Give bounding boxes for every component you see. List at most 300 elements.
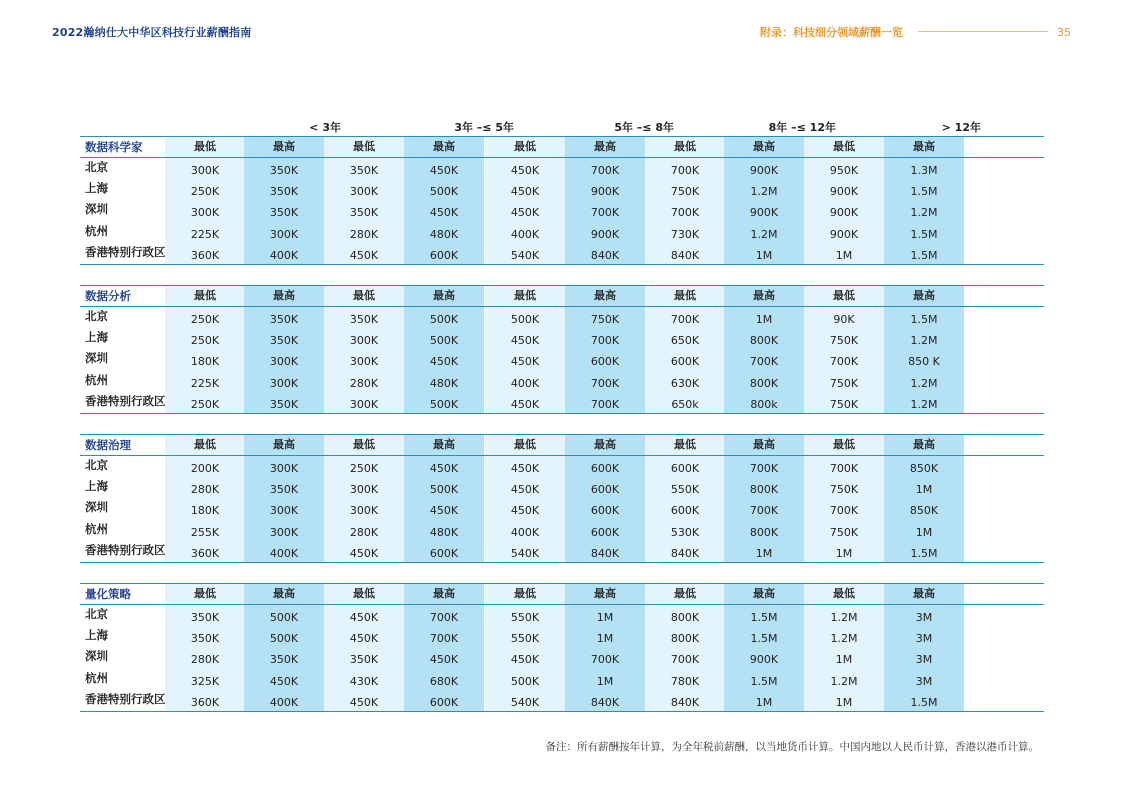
city-label: 北京 [85, 458, 108, 472]
table-header-row [80, 136, 1044, 158]
min-salary-cell: 450K [485, 349, 565, 370]
city-label: 杭州 [85, 372, 108, 387]
min-salary-cell: 225K [165, 222, 245, 243]
min-salary-cell: 450K [324, 605, 404, 626]
min-salary-cell: 300K [165, 158, 245, 179]
guide-title: 2022瀚纳仕大中华区科技行业薪酬指南 [52, 26, 252, 39]
min-salary-cell: 325K [165, 669, 245, 690]
min-salary-cell: 950K [804, 158, 884, 179]
min-salary-cell: 700K [804, 349, 884, 370]
max-salary-cell: 600K [565, 520, 645, 541]
max-salary-cell: 600K [565, 349, 645, 370]
min-salary-cell: 780K [645, 669, 725, 690]
max-salary-cell: 1.2M [884, 200, 964, 221]
min-column-header: 最低 [804, 584, 884, 604]
max-salary-cell: 900K [724, 200, 804, 221]
min-column-header: 最低 [324, 137, 404, 157]
max-column-header: 最高 [884, 137, 964, 157]
min-column-header: 最低 [485, 435, 565, 455]
min-salary-cell: 600K [645, 456, 725, 477]
min-column-header: 最低 [804, 137, 884, 157]
min-salary-cell: 650k [645, 392, 725, 413]
max-salary-cell: 500K [404, 477, 484, 498]
city-label: 上海 [85, 181, 108, 196]
max-salary-cell: 1.5M [724, 626, 804, 647]
city-label: 上海 [85, 628, 108, 643]
min-salary-cell: 1.2M [804, 626, 884, 647]
max-column-header: 最高 [724, 286, 804, 306]
range-label: 5年 –≤ 8年 [614, 121, 674, 134]
max-salary-cell: 700K [565, 371, 645, 392]
min-column-header: 最低 [324, 435, 404, 455]
table-row [80, 392, 1044, 413]
max-column-header: 最高 [565, 584, 645, 604]
min-salary-cell: 800K [645, 605, 725, 626]
min-salary-cell: 540K [485, 243, 565, 264]
category-title: 数据分析 [85, 289, 131, 303]
min-salary-cell: 400K [485, 520, 565, 541]
max-salary-cell: 850K [884, 456, 964, 477]
min-salary-cell: 450K [485, 158, 565, 179]
min-salary-cell: 750K [804, 392, 884, 413]
min-salary-cell: 450K [324, 243, 404, 264]
max-salary-cell: 480K [404, 222, 484, 243]
max-salary-cell: 480K [404, 371, 484, 392]
city-label: 香港特别行政区 [85, 393, 166, 408]
max-salary-cell: 850K [884, 498, 964, 519]
max-salary-cell: 500K [404, 179, 484, 200]
min-salary-cell: 180K [165, 349, 245, 370]
min-salary-cell: 250K [165, 179, 245, 200]
max-salary-cell: 900K [724, 158, 804, 179]
max-salary-cell: 700K [565, 200, 645, 221]
max-salary-cell: 1M [724, 690, 804, 711]
min-salary-cell: 450K [324, 626, 404, 647]
min-salary-cell: 450K [485, 328, 565, 349]
max-salary-cell: 300K [244, 520, 324, 541]
max-salary-cell: 3M [884, 605, 964, 626]
max-salary-cell: 1.2M [884, 371, 964, 392]
min-salary-cell: 280K [165, 477, 245, 498]
min-salary-cell: 550K [485, 626, 565, 647]
min-salary-cell: 450K [485, 200, 565, 221]
category-title: 数据科学家 [85, 140, 143, 154]
city-label: 北京 [85, 607, 108, 621]
max-salary-cell: 350K [244, 392, 324, 413]
min-salary-cell: 630K [645, 371, 725, 392]
range-label: < 3年 [309, 121, 341, 134]
max-salary-cell: 800K [724, 520, 804, 541]
max-salary-cell: 1M [724, 307, 804, 328]
min-salary-cell: 400K [485, 222, 565, 243]
salary-table [80, 136, 1044, 265]
table-row [80, 200, 1044, 221]
min-column-header: 最低 [645, 137, 725, 157]
min-salary-cell: 1M [804, 541, 884, 562]
max-salary-cell: 500K [404, 307, 484, 328]
max-salary-cell: 850 K [884, 349, 964, 370]
min-column-header: 最低 [645, 435, 725, 455]
max-salary-cell: 400K [244, 243, 324, 264]
max-salary-cell: 600K [404, 690, 484, 711]
min-salary-cell: 900K [804, 179, 884, 200]
max-salary-cell: 700K [565, 392, 645, 413]
max-salary-cell: 800k [724, 392, 804, 413]
min-salary-cell: 600K [645, 349, 725, 370]
city-label: 杭州 [85, 521, 108, 536]
max-salary-cell: 450K [404, 200, 484, 221]
max-salary-cell: 450K [404, 498, 484, 519]
min-salary-cell: 90K [804, 307, 884, 328]
min-column-header: 最低 [165, 137, 245, 157]
city-label: 上海 [85, 330, 108, 345]
max-salary-cell: 1.5M [724, 605, 804, 626]
range-label: 3年 –≤ 5年 [454, 121, 514, 134]
min-salary-cell: 700K [804, 456, 884, 477]
min-salary-cell: 450K [485, 179, 565, 200]
min-column-header: 最低 [324, 584, 404, 604]
header-rule [918, 31, 1048, 32]
city-label: 深圳 [85, 500, 108, 515]
min-salary-cell: 280K [165, 647, 245, 668]
max-salary-cell: 1.5M [724, 669, 804, 690]
max-salary-cell: 350K [244, 158, 324, 179]
min-salary-cell: 450K [485, 498, 565, 519]
min-salary-cell: 300K [324, 179, 404, 200]
min-salary-cell: 360K [165, 243, 245, 264]
max-column-header: 最高 [884, 286, 964, 306]
city-label: 深圳 [85, 649, 108, 664]
min-salary-cell: 840K [645, 690, 725, 711]
city-label: 香港特别行政区 [85, 691, 166, 706]
max-column-header: 最高 [884, 435, 964, 455]
table-row [80, 647, 1044, 668]
min-salary-cell: 650K [645, 328, 725, 349]
min-salary-cell: 800K [645, 626, 725, 647]
min-salary-cell: 700K [645, 158, 725, 179]
city-label: 杭州 [85, 670, 108, 685]
min-salary-cell: 900K [804, 200, 884, 221]
min-salary-cell: 300K [324, 349, 404, 370]
table-row [80, 328, 1044, 349]
max-salary-cell: 1.2M [884, 392, 964, 413]
max-salary-cell: 500K [404, 392, 484, 413]
max-salary-cell: 300K [244, 498, 324, 519]
max-salary-cell: 450K [404, 647, 484, 668]
table-header-row [80, 434, 1044, 456]
max-salary-cell: 500K [404, 328, 484, 349]
min-salary-cell: 750K [645, 179, 725, 200]
min-salary-cell: 500K [485, 307, 565, 328]
max-salary-cell: 1.5M [884, 179, 964, 200]
table-row [80, 222, 1044, 243]
min-salary-cell: 540K [485, 690, 565, 711]
max-salary-cell: 450K [404, 349, 484, 370]
min-salary-cell: 750K [804, 520, 884, 541]
min-salary-cell: 250K [165, 392, 245, 413]
min-salary-cell: 750K [804, 371, 884, 392]
table-bottom-rule [80, 264, 1044, 265]
city-label: 深圳 [85, 351, 108, 366]
min-salary-cell: 540K [485, 541, 565, 562]
max-salary-cell: 600K [404, 541, 484, 562]
min-salary-cell: 700K [804, 498, 884, 519]
min-salary-cell: 300K [324, 392, 404, 413]
table-row [80, 690, 1044, 711]
min-salary-cell: 530K [645, 520, 725, 541]
min-column-header: 最低 [324, 286, 404, 306]
min-salary-cell: 300K [324, 498, 404, 519]
max-salary-cell: 840K [565, 690, 645, 711]
table-row [80, 520, 1044, 541]
range-label: > 12年 [941, 121, 981, 134]
max-column-header: 最高 [404, 435, 484, 455]
min-salary-cell: 700K [645, 647, 725, 668]
table-bottom-rule [80, 711, 1044, 712]
max-salary-cell: 1.5M [884, 307, 964, 328]
max-salary-cell: 400K [244, 541, 324, 562]
max-salary-cell: 700K [724, 456, 804, 477]
city-label: 北京 [85, 309, 108, 323]
max-salary-cell: 300K [244, 371, 324, 392]
min-salary-cell: 350K [324, 200, 404, 221]
table-row [80, 349, 1044, 370]
max-salary-cell: 400K [244, 690, 324, 711]
max-salary-cell: 700K [565, 158, 645, 179]
min-salary-cell: 730K [645, 222, 725, 243]
experience-range-header [80, 119, 1044, 135]
min-salary-cell: 450K [485, 477, 565, 498]
max-salary-cell: 800K [724, 477, 804, 498]
city-label: 香港特别行政区 [85, 542, 166, 557]
max-salary-cell: 800K [724, 328, 804, 349]
max-salary-cell: 350K [244, 328, 324, 349]
min-column-header: 最低 [485, 584, 565, 604]
max-salary-cell: 800K [724, 371, 804, 392]
min-salary-cell: 450K [485, 647, 565, 668]
page-number: 35 [1057, 26, 1071, 39]
max-salary-cell: 700K [565, 647, 645, 668]
min-salary-cell: 1.2M [804, 669, 884, 690]
footnote: 备注：所有薪酬按年计算，为全年税前薪酬，以当地货币计算。中国内地以人民币计算，香港以港币计算。 [545, 741, 1039, 753]
min-salary-cell: 840K [645, 243, 725, 264]
max-salary-cell: 1.5M [884, 243, 964, 264]
table-row [80, 498, 1044, 519]
max-column-header: 最高 [565, 435, 645, 455]
min-salary-cell: 255K [165, 520, 245, 541]
table-row [80, 456, 1044, 477]
max-salary-cell: 350K [244, 647, 324, 668]
max-salary-cell: 700K [565, 328, 645, 349]
min-column-header: 最低 [645, 286, 725, 306]
table-row [80, 243, 1044, 264]
min-salary-cell: 280K [324, 222, 404, 243]
range-label: 8年 –≤ 12年 [768, 121, 836, 134]
min-salary-cell: 250K [324, 456, 404, 477]
max-column-header: 最高 [244, 286, 324, 306]
min-salary-cell: 700K [645, 200, 725, 221]
table-row [80, 477, 1044, 498]
city-label: 北京 [85, 160, 108, 174]
min-salary-cell: 450K [485, 456, 565, 477]
salary-table [80, 434, 1044, 563]
table-bottom-rule [80, 562, 1044, 563]
section-title: 附录：科技细分领域薪酬一览 [760, 26, 903, 39]
max-salary-cell: 1M [565, 669, 645, 690]
min-salary-cell: 1.2M [804, 605, 884, 626]
min-salary-cell: 280K [324, 371, 404, 392]
max-salary-cell: 700K [404, 605, 484, 626]
min-salary-cell: 900K [804, 222, 884, 243]
max-salary-cell: 840K [565, 243, 645, 264]
max-salary-cell: 300K [244, 222, 324, 243]
max-salary-cell: 450K [404, 158, 484, 179]
max-salary-cell: 1M [565, 626, 645, 647]
salary-table [80, 583, 1044, 712]
min-salary-cell: 225K [165, 371, 245, 392]
table-row [80, 307, 1044, 328]
max-salary-cell: 1.5M [884, 541, 964, 562]
min-salary-cell: 450K [485, 392, 565, 413]
max-salary-cell: 700K [404, 626, 484, 647]
max-salary-cell: 1.3M [884, 158, 964, 179]
max-column-header: 最高 [565, 286, 645, 306]
max-salary-cell: 900K [565, 179, 645, 200]
table-row [80, 605, 1044, 626]
max-salary-cell: 500K [244, 626, 324, 647]
max-salary-cell: 700K [724, 498, 804, 519]
min-salary-cell: 350K [165, 605, 245, 626]
min-column-header: 最低 [165, 584, 245, 604]
max-salary-cell: 3M [884, 669, 964, 690]
max-salary-cell: 1M [724, 243, 804, 264]
min-column-header: 最低 [804, 286, 884, 306]
min-salary-cell: 700K [645, 307, 725, 328]
min-salary-cell: 300K [324, 477, 404, 498]
max-salary-cell: 600K [565, 456, 645, 477]
min-salary-cell: 1M [804, 243, 884, 264]
min-salary-cell: 430K [324, 669, 404, 690]
max-column-header: 最高 [244, 137, 324, 157]
max-salary-cell: 1.2M [724, 179, 804, 200]
table-row [80, 179, 1044, 200]
max-salary-cell: 1M [884, 477, 964, 498]
max-column-header: 最高 [404, 584, 484, 604]
min-salary-cell: 400K [485, 371, 565, 392]
max-salary-cell: 1M [565, 605, 645, 626]
table-header-row [80, 285, 1044, 307]
max-salary-cell: 500K [244, 605, 324, 626]
max-salary-cell: 680K [404, 669, 484, 690]
max-salary-cell: 1M [884, 520, 964, 541]
min-salary-cell: 750K [804, 328, 884, 349]
min-salary-cell: 840K [645, 541, 725, 562]
min-salary-cell: 500K [485, 669, 565, 690]
max-salary-cell: 600K [404, 243, 484, 264]
min-salary-cell: 350K [324, 158, 404, 179]
city-label: 香港特别行政区 [85, 244, 166, 259]
max-column-header: 最高 [724, 137, 804, 157]
min-salary-cell: 300K [324, 328, 404, 349]
max-salary-cell: 1.5M [884, 690, 964, 711]
max-salary-cell: 840K [565, 541, 645, 562]
category-title: 数据治理 [85, 438, 131, 452]
min-salary-cell: 750K [804, 477, 884, 498]
max-column-header: 最高 [724, 435, 804, 455]
city-label: 上海 [85, 479, 108, 494]
min-salary-cell: 450K [324, 541, 404, 562]
max-column-header: 最高 [404, 137, 484, 157]
max-column-header: 最高 [565, 137, 645, 157]
max-salary-cell: 600K [565, 498, 645, 519]
min-column-header: 最低 [645, 584, 725, 604]
city-label: 深圳 [85, 202, 108, 217]
min-salary-cell: 600K [645, 498, 725, 519]
category-title: 量化策略 [85, 587, 131, 601]
min-column-header: 最低 [804, 435, 884, 455]
min-salary-cell: 300K [165, 200, 245, 221]
min-salary-cell: 280K [324, 520, 404, 541]
table-row [80, 371, 1044, 392]
table-bottom-rule [80, 413, 1044, 414]
max-salary-cell: 300K [244, 456, 324, 477]
min-salary-cell: 350K [165, 626, 245, 647]
max-column-header: 最高 [244, 435, 324, 455]
min-salary-cell: 200K [165, 456, 245, 477]
table-row [80, 158, 1044, 179]
max-salary-cell: 350K [244, 179, 324, 200]
min-salary-cell: 360K [165, 690, 245, 711]
max-salary-cell: 480K [404, 520, 484, 541]
max-salary-cell: 600K [565, 477, 645, 498]
max-salary-cell: 900K [565, 222, 645, 243]
min-salary-cell: 550K [485, 605, 565, 626]
min-salary-cell: 350K [324, 647, 404, 668]
max-salary-cell: 350K [244, 477, 324, 498]
max-salary-cell: 1M [724, 541, 804, 562]
min-salary-cell: 360K [165, 541, 245, 562]
max-salary-cell: 3M [884, 647, 964, 668]
max-salary-cell: 450K [244, 669, 324, 690]
max-column-header: 最高 [724, 584, 804, 604]
max-salary-cell: 350K [244, 307, 324, 328]
max-salary-cell: 900K [724, 647, 804, 668]
salary-table [80, 285, 1044, 414]
max-salary-cell: 700K [724, 349, 804, 370]
min-salary-cell: 1M [804, 647, 884, 668]
max-salary-cell: 300K [244, 349, 324, 370]
min-salary-cell: 180K [165, 498, 245, 519]
min-salary-cell: 250K [165, 307, 245, 328]
table-header-row [80, 583, 1044, 605]
min-salary-cell: 350K [324, 307, 404, 328]
min-column-header: 最低 [485, 137, 565, 157]
min-column-header: 最低 [165, 435, 245, 455]
max-salary-cell: 350K [244, 200, 324, 221]
min-column-header: 最低 [165, 286, 245, 306]
max-salary-cell: 450K [404, 456, 484, 477]
max-salary-cell: 1.2M [884, 328, 964, 349]
table-row [80, 541, 1044, 562]
max-column-header: 最高 [244, 584, 324, 604]
min-salary-cell: 1M [804, 690, 884, 711]
max-salary-cell: 750K [565, 307, 645, 328]
min-salary-cell: 550K [645, 477, 725, 498]
min-column-header: 最低 [485, 286, 565, 306]
max-salary-cell: 1.2M [724, 222, 804, 243]
max-column-header: 最高 [884, 584, 964, 604]
max-column-header: 最高 [404, 286, 484, 306]
